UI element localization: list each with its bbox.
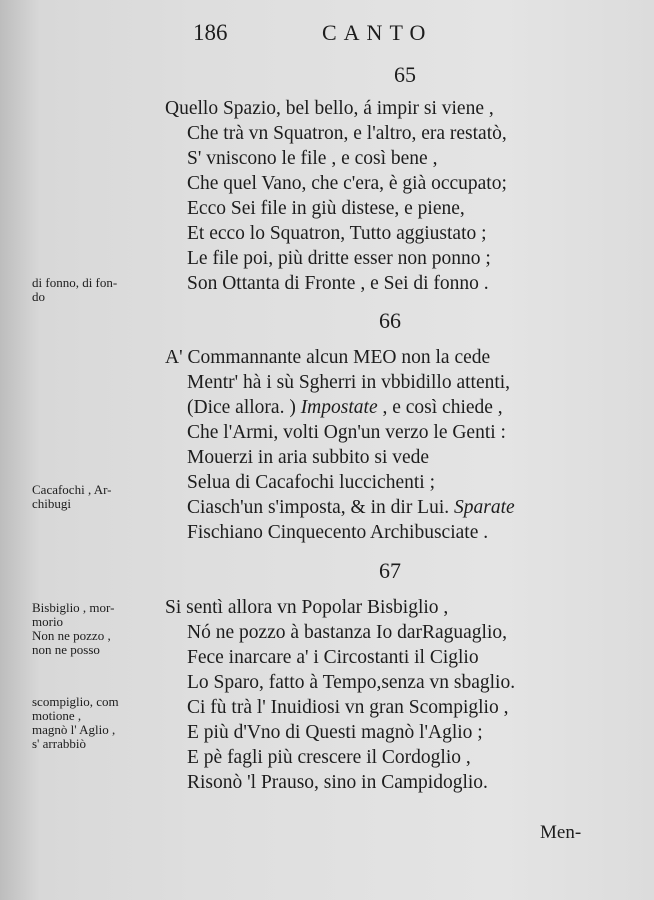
verse-line: Risonò 'l Prauso, sino in Campidoglio. — [187, 772, 488, 793]
italic-word: Sparate — [449, 497, 515, 518]
verse-line: Ecco Sei file in giù distese, e piene, — [187, 198, 465, 219]
verse-line — [165, 495, 515, 520]
gloss-line: di fonno, di fon- — [32, 275, 118, 290]
gloss-line: scompiglio, com — [32, 694, 119, 709]
stanza-number: 65 — [394, 62, 416, 87]
verse-line: Che quel Vano, che c'era, è già occupato; — [187, 173, 507, 194]
verse-text: Ciasch'un s'imposta, & in dir Lui. — [187, 497, 450, 518]
verse-line: Mentr' hà i sù Sgherri in vbbidillo attenti, — [187, 372, 511, 393]
verse-line: S' vniscono le file , e così bene , — [187, 148, 438, 169]
stanza-65 — [165, 96, 507, 296]
verse-line: Quello Spazio, bel bello, á impir si viene , — [165, 98, 494, 119]
verse-line: Fece inarcare a' i Circostanti il Ciglio — [187, 647, 479, 668]
italic-word: Impostate — [300, 397, 378, 418]
stanza-67 — [165, 595, 515, 795]
verse-line: Nó ne pozzo à bastanza Io darRaguaglio, — [187, 622, 507, 643]
gloss-line: magnò l' Aglio , — [32, 722, 116, 737]
verse-line: Le file poi, più dritte esser non ponno ; — [187, 248, 491, 269]
margin-gloss — [32, 276, 117, 304]
gloss-line: s' arrabbiò — [32, 736, 86, 751]
gloss-line: non ne posso — [32, 642, 100, 657]
verse-line: Mouerzi in aria subbito si vede — [187, 447, 430, 468]
margin-gloss — [32, 601, 114, 657]
catchword: Men- — [540, 822, 582, 843]
verse-line: Selua di Cacafochi luccichenti ; — [187, 472, 435, 493]
stanza-number: 67 — [379, 558, 401, 583]
gloss-line: motione , — [32, 708, 82, 723]
margin-gloss — [32, 695, 119, 751]
verse-line: Lo Sparo, fatto à Tempo,senza vn sbaglio. — [187, 672, 516, 693]
verse-line — [165, 395, 515, 420]
verse-line: Ci fù trà l' Inuidiosi vn gran Scompiglio , — [187, 697, 509, 718]
stanza-number: 66 — [379, 308, 401, 333]
gloss-line: morio — [32, 614, 64, 629]
verse-line: Si sentì allora vn Popolar Bisbiglio , — [165, 597, 449, 618]
gloss-line: do — [32, 289, 45, 304]
page-number: 186 — [193, 20, 228, 45]
verse-text: , e così chiede , — [377, 397, 503, 418]
verse-line: E pè fagli più crescere il Cordoglio , — [187, 747, 471, 768]
verse-text: (Dice allora. ) — [187, 397, 296, 418]
verse-line: Et ecco lo Squatron, Tutto aggiustato ; — [187, 223, 487, 244]
stanza-66 — [165, 345, 515, 545]
page-header — [0, 18, 654, 52]
gloss-line: Bisbiglio , mor- — [32, 600, 115, 615]
verse-line: Che l'Armi, volti Ogn'un verzo le Genti : — [187, 422, 506, 443]
verse-line: A' Commannante alcun MEO non la cede — [165, 347, 491, 368]
margin-gloss — [32, 483, 112, 511]
gloss-line: Non ne pozzo , — [32, 628, 111, 643]
verse-line: E più d'Vno di Questi magnò l'Aglio ; — [187, 722, 483, 743]
running-head: CANTO — [322, 20, 433, 45]
gloss-line: Cacafochi , Ar- — [32, 482, 112, 497]
verse-line: Son Ottanta di Fronte , e Sei di fonno . — [187, 273, 489, 294]
gloss-line: chibugi — [32, 496, 71, 511]
verse-line: Che trà vn Squatron, e l'altro, era restatò, — [187, 123, 507, 144]
verse-line: Fischiano Cinquecento Archibusciate . — [187, 522, 489, 543]
